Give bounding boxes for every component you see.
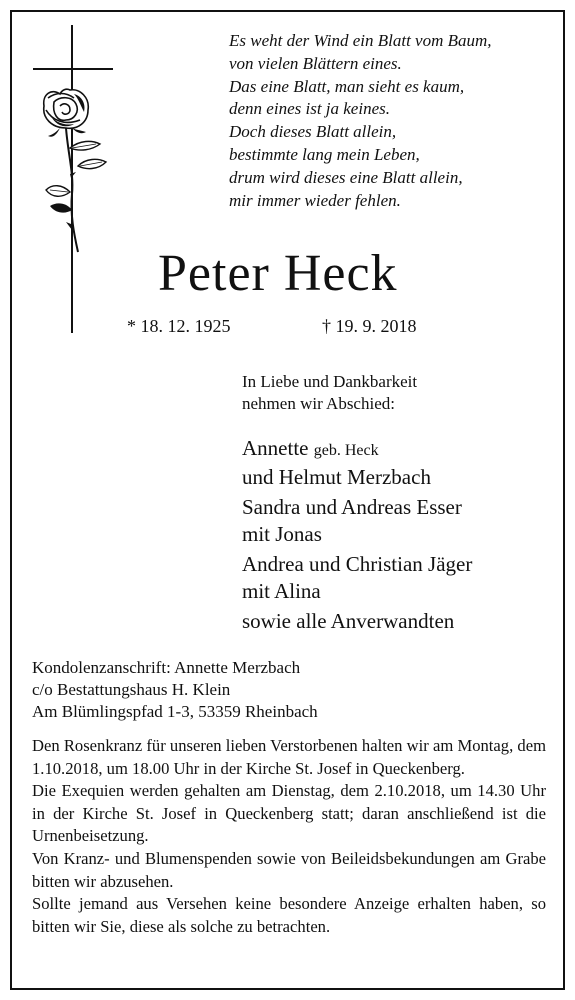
farewell-line: In Liebe und Dankbarkeit <box>242 372 418 391</box>
exequies-paragraph: Die Exequien werden gehalten am Dienstag, dem 2.10.2018, um 14.30 Uhr in der Kirche St. Josef in Queckenberg statt; daran anschließend ist die Urnenbeisetzung. <box>32 781 546 846</box>
address-line: c/o Bestattungshaus H. Klein <box>32 680 231 699</box>
poem <box>229 30 559 212</box>
notice-paragraph: Sollte jemand aus Versehen keine besondere Anzeige erhalten haben, so bitten wir Sie, diese als solche zu betrachten. <box>32 894 546 936</box>
poem-line: denn eines ist ja keines. <box>229 99 390 119</box>
address-line: Am Blümlingspfad 1-3, 53359 Rheinbach <box>32 702 318 721</box>
poem-line: von vielen Blättern eines. <box>229 53 402 73</box>
donations-paragraph: Von Kranz- und Blumenspenden sowie von Beileidsbekundungen am Grabe bitten wir abzusehen. <box>32 848 546 891</box>
family-line: sowie alle Anverwandten <box>242 609 455 633</box>
poem-line: bestimmte lang mein Leben, <box>229 144 420 164</box>
family-line: und Helmut Merzbach <box>242 465 431 489</box>
family-line <box>242 435 472 464</box>
poem-line: Das eine Blatt, man sieht es kaum, <box>229 76 465 96</box>
birth-date: * 18. 12. 1925 <box>127 316 231 336</box>
rosary-paragraph: Den Rosenkranz für unseren lieben Verstorbenen halten wir am Montag, dem 1.10.2018, um 18.00 Uhr in der Kirche St. Josef in Queckenberg. <box>32 736 546 778</box>
poem-line: drum wird dieses eine Blatt allein, <box>229 167 463 187</box>
death-date: † 19. 9. 2018 <box>322 316 417 336</box>
poem-line: Doch dieses Blatt allein, <box>229 122 397 142</box>
family-line: mit Alina <box>242 579 321 603</box>
maiden-name-note: geb. Heck <box>313 442 379 459</box>
address-line: Kondolenzanschrift: Annette Merzbach <box>32 658 301 677</box>
family-member-name: Annette <box>242 436 309 460</box>
deceased-name: Peter Heck <box>158 245 398 302</box>
farewell-text <box>242 371 417 415</box>
rose-icon <box>30 84 120 254</box>
family-line: mit Jonas <box>242 522 322 546</box>
condolence-address <box>32 657 318 723</box>
service-information <box>32 735 546 938</box>
poem-line: mir immer wieder fehlen. <box>229 190 401 210</box>
farewell-line: nehmen wir Abschied: <box>242 394 395 413</box>
family-list <box>242 435 472 635</box>
family-line: Andrea und Christian Jäger <box>242 552 473 576</box>
poem-line: Es weht der Wind ein Blatt vom Baum, <box>229 31 492 50</box>
family-line: Sandra und Andreas Esser <box>242 495 462 519</box>
